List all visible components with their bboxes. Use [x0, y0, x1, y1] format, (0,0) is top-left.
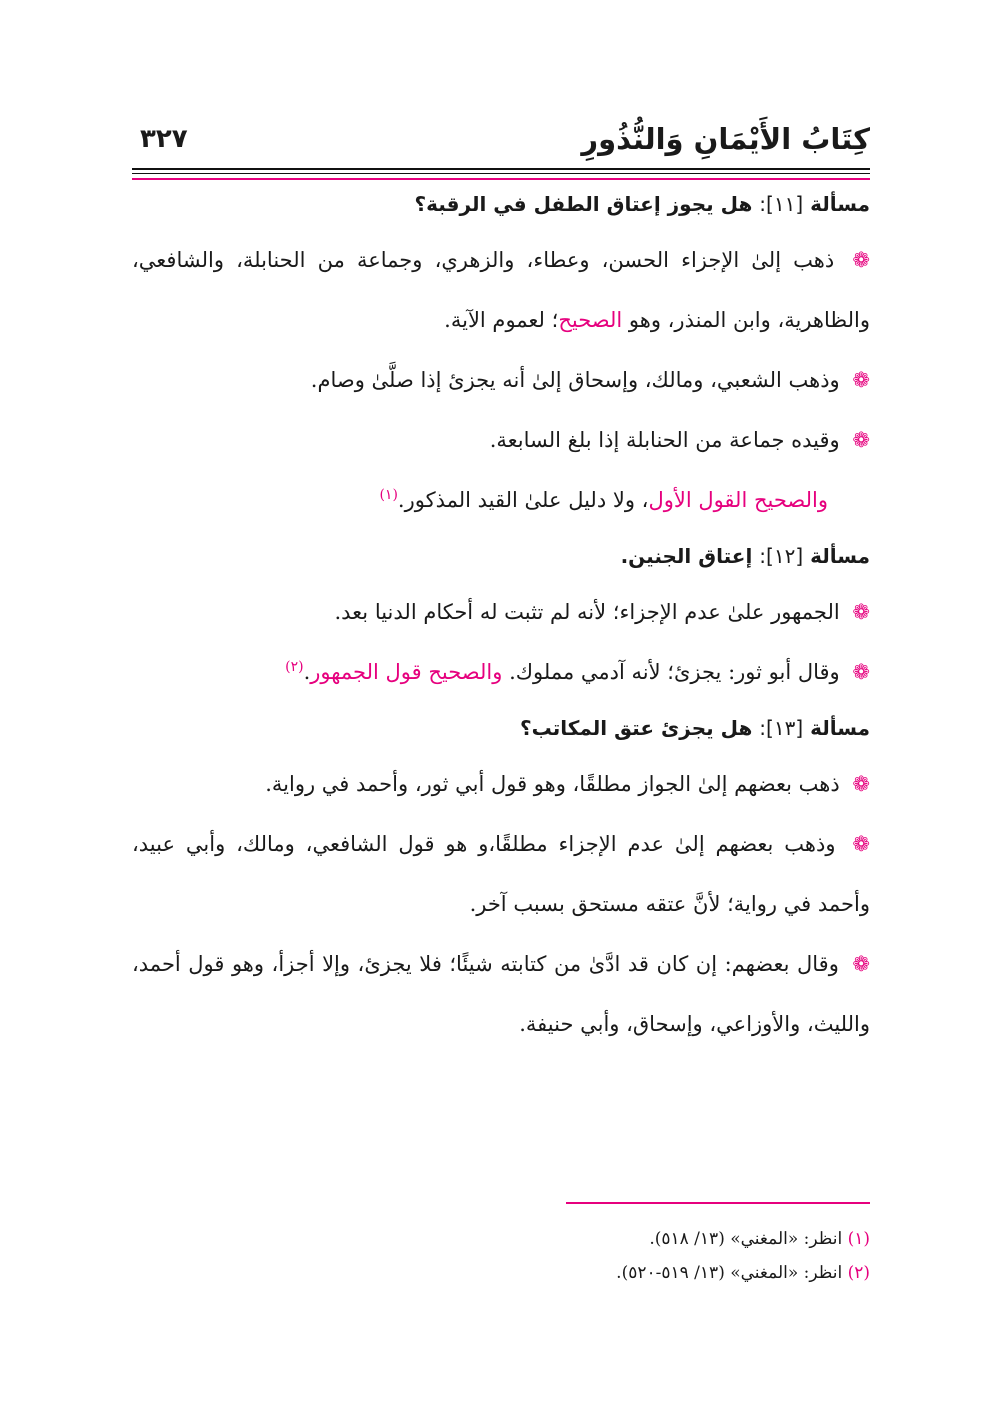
paragraph-text: وقيده جماعة من الحنابلة إذا بلغ السابعة.	[489, 428, 840, 452]
footnote	[132, 1256, 870, 1290]
paragraph	[132, 410, 870, 470]
paragraph	[132, 230, 870, 350]
footnote	[132, 1222, 870, 1256]
flower-bullet-icon: ❁	[852, 772, 870, 796]
page-number: ٣٢٧	[140, 124, 188, 154]
issue-title: هل يجوز إعتاق الطفل في الرقبة؟	[414, 192, 753, 216]
paragraph-text: وذهب بعضهم إلىٰ عدم الإجزاء مطلقًا،و هو قول الشافعي، ومالك، وأبي عبيد، وأحمد في رواية؛ لأنَّ عتقه مستحق بسبب آخر.	[132, 832, 870, 916]
footnote-separator	[566, 1202, 870, 1204]
footnote-ref[interactable]: (٢)	[285, 659, 304, 675]
paragraph	[132, 642, 870, 702]
footnote-ref[interactable]: (١)	[379, 487, 398, 503]
paragraph-text: وقال بعضهم: إن كان قد ادَّىٰ من كتابته شيئًا؛ فلا يجزئ، وإلا أجزأ، وهو قول أحمد، والليث، والأوزاعي، وإسحاق، وأبي حنيفة.	[132, 952, 870, 1036]
main-content	[132, 192, 870, 1054]
running-header	[132, 110, 870, 168]
flower-bullet-icon: ❁	[852, 368, 870, 392]
issue-label: مسألة	[810, 192, 870, 216]
paragraph-text: ذهب إلىٰ الإجزاء الحسن، وعطاء، والزهري، وجماعة من الحنابلة، والشافعي، والظاهرية، وابن المنذر، وهو	[132, 248, 870, 332]
footnote-text: انظر: «المغني» (١٣/ ٥١٨).	[649, 1229, 843, 1249]
flower-bullet-icon: ❁	[852, 952, 870, 976]
issue-label: مسألة	[810, 544, 870, 568]
book-title: كِتَابُ الأَيْمَانِ وَالنُّذُورِ	[581, 122, 870, 156]
paragraph	[132, 934, 870, 1054]
issue-heading	[132, 716, 870, 740]
issue-number: [١٢]:	[759, 544, 804, 568]
paragraph-text: ؛ لعموم الآية.	[444, 308, 559, 332]
issue-number: [١٣]:	[759, 716, 804, 740]
paragraph	[132, 582, 870, 642]
highlight-text: والصحيح قول الجمهور	[310, 660, 503, 684]
paragraph-text: ، ولا دليل علىٰ القيد المذكور.	[397, 488, 649, 512]
flower-bullet-icon: ❁	[852, 600, 870, 624]
highlight-text: والصحيح القول الأول	[648, 488, 828, 512]
footnote-text: انظر: «المغني» (١٣/ ٥١٩-٥٢٠).	[616, 1263, 843, 1283]
issue-heading	[132, 544, 870, 568]
header-rule-thick	[132, 168, 870, 170]
paragraph	[132, 350, 870, 410]
flower-bullet-icon: ❁	[852, 832, 870, 856]
flower-bullet-icon: ❁	[852, 428, 870, 452]
issue-title: هل يجزئ عتق المكاتب؟	[519, 716, 753, 740]
issue-number: [١١]:	[759, 192, 804, 216]
flower-bullet-icon: ❁	[852, 660, 870, 684]
conclusion-paragraph	[132, 470, 870, 530]
footnotes	[132, 1222, 870, 1290]
paragraph-text: الجمهور علىٰ عدم الإجزاء؛ لأنه لم تثبت له أحكام الدنيا بعد.	[334, 600, 840, 624]
paragraph	[132, 814, 870, 934]
issue-heading	[132, 192, 870, 216]
footnote-number: (١)	[847, 1229, 870, 1249]
flower-bullet-icon: ❁	[852, 248, 870, 272]
paragraph	[132, 754, 870, 814]
highlight-text: الصحيح	[558, 308, 623, 332]
page	[132, 110, 870, 1310]
footnote-number: (٢)	[847, 1263, 870, 1283]
header-rule-thin	[132, 173, 870, 174]
paragraph-text: .	[303, 660, 311, 684]
issue-title: إعتاق الجنين.	[620, 544, 753, 568]
paragraph-text: وذهب الشعبي، ومالك، وإسحاق إلىٰ أنه يجزئ إذا صلَّىٰ وصام.	[310, 368, 840, 392]
paragraph-text: وقال أبو ثور: يجزئ؛ لأنه آدمي مملوك.	[509, 660, 840, 684]
header-rule-accent	[132, 178, 870, 180]
issue-label: مسألة	[810, 716, 870, 740]
paragraph-text: ذهب بعضهم إلىٰ الجواز مطلقًا، وهو قول أبي ثور، وأحمد في رواية.	[265, 772, 840, 796]
